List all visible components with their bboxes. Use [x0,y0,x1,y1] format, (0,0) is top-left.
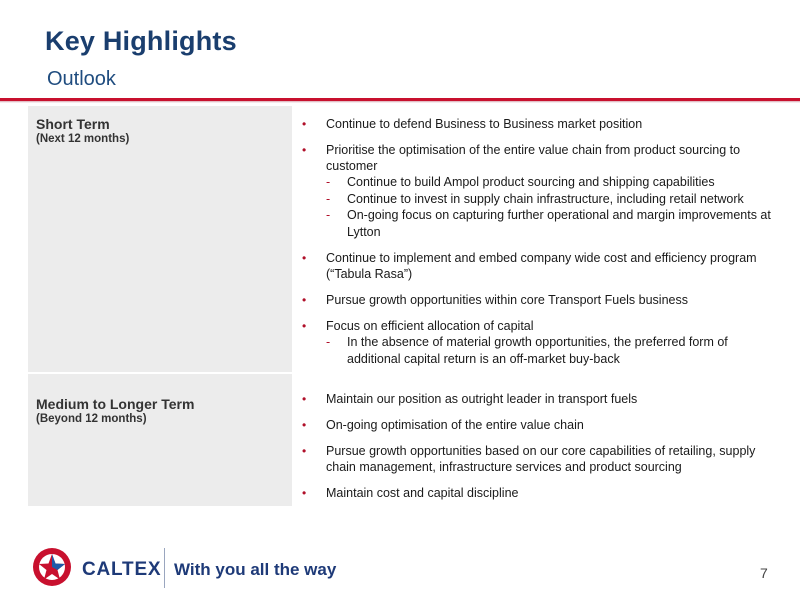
bullet-item [302,116,776,132]
medium-term-points-cell [292,373,786,507]
bullet-text: Maintain cost and capital discipline [326,486,519,500]
sub-bullet-list [326,334,776,367]
bullet-item [302,318,776,367]
short-term-row [28,106,786,373]
outlook-table [28,106,786,508]
short-term-label-cell [28,106,292,373]
caltex-star-logo-icon [32,545,72,589]
page-title: Key Highlights [45,26,237,56]
brand-name: CALTEX [82,559,162,580]
page-number: 7 [760,565,768,581]
footer-divider [164,548,165,588]
brand-tagline: With you all the way [174,560,337,579]
short-term-points-cell [292,106,786,373]
bullet-text: Focus on efficient allocation of capital [326,319,534,333]
medium-term-bullet-list [302,391,776,501]
bullet-text: On-going optimisation of the entire value chain [326,418,584,432]
medium-term-label-cell [28,373,292,507]
bullet-item [302,142,776,240]
bullet-text: Continue to defend Business to Business market position [326,117,643,131]
sub-bullet-item: - In the absence of material growth opportunities, the preferred form of additional capital return is an off-market buy-back [326,334,776,367]
bullet-item [302,250,776,282]
bullet-item [302,292,776,308]
bullet-text: Pursue growth opportunities based on our core capabilities of retailing, supply chain management, infrastructure services and product sourcing [326,444,756,474]
bullet-text: Pursue growth opportunities within core Transport Fuels business [326,293,688,307]
bullet-item [302,417,776,433]
term-heading: Medium to Longer Term [36,396,195,412]
page-subtitle: Outlook [47,68,116,90]
bullet-item [302,443,776,475]
short-term-bullet-list [302,116,776,367]
bullet-item [302,391,776,407]
sub-bullet-list [326,174,776,240]
header-divider-shadow [0,101,800,103]
sub-bullet-item: - On-going focus on capturing further operational and margin improvements at Lytton [326,207,776,240]
bullet-text: Continue to implement and embed company wide cost and efficiency program (“Tabula Rasa”) [326,251,757,281]
term-period: (Beyond 12 months) [36,413,147,425]
medium-term-row [28,373,786,507]
term-heading: Short Term [36,116,110,132]
bullet-item [302,485,776,501]
sub-bullet-item: - Continue to invest in supply chain infrastructure, including retail network [326,191,776,208]
term-period: (Next 12 months) [36,133,130,145]
bullet-text: Prioritise the optimisation of the entire value chain from product sourcing to customer [326,143,741,173]
bullet-text: Maintain our position as outright leader in transport fuels [326,392,638,406]
sub-bullet-item: - Continue to build Ampol product sourcing and shipping capabilities [326,174,776,191]
